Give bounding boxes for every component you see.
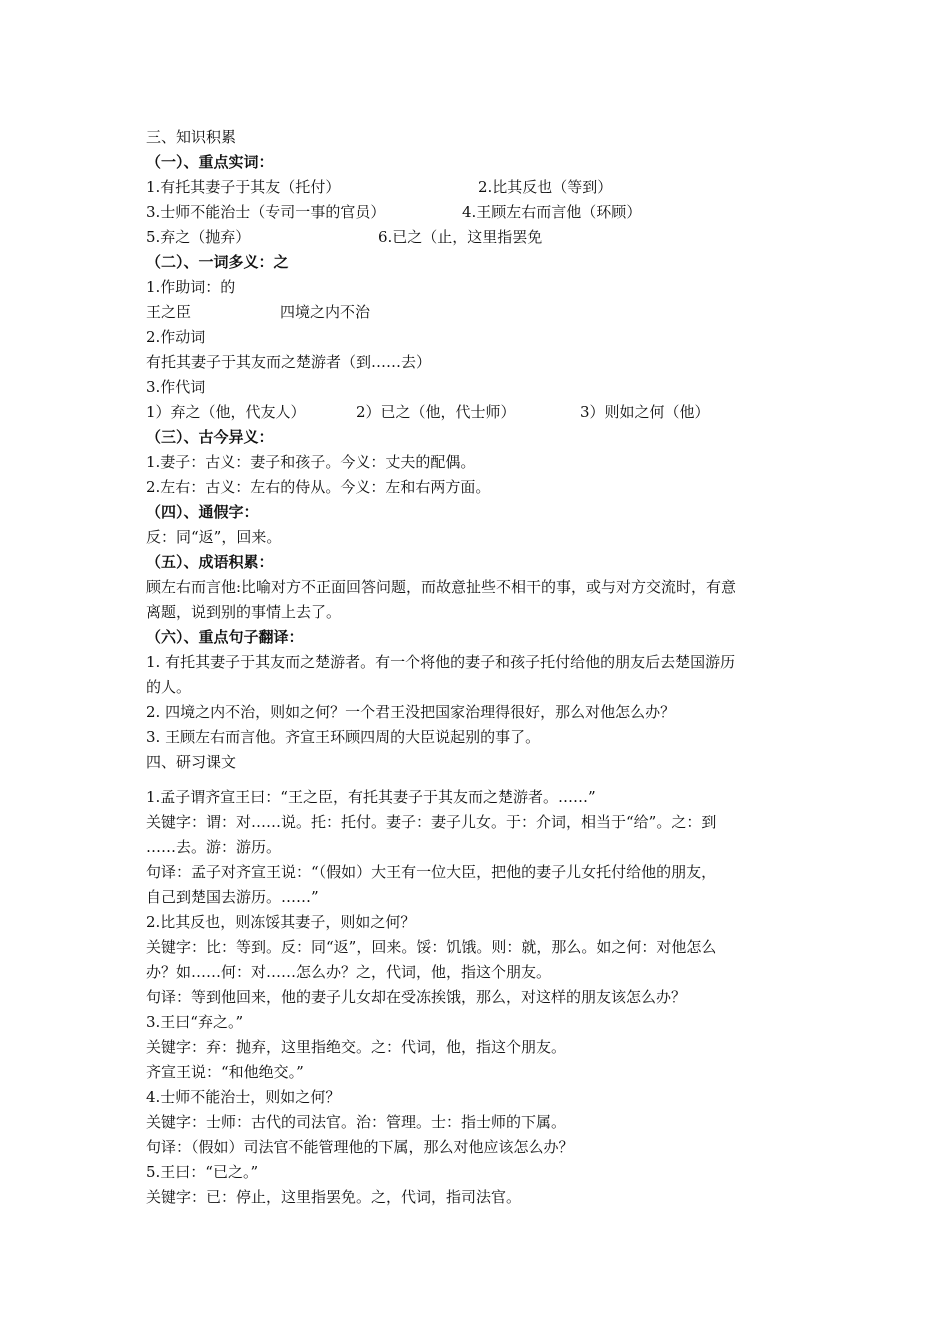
text-line: 4.王顾左右而言他（环顾） [462, 203, 642, 221]
text-line: 办？如……何：对……怎么办？之，代词，他，指这个朋友。 [146, 963, 552, 981]
subheading-idioms: （五）、成语积累： [146, 553, 274, 571]
text-line: 1.孟子谓齐宣王曰：“王之臣，有托其妻子于其友而之楚游者。……” [146, 788, 596, 806]
text-line: 自己到楚国去游历。……” [146, 888, 319, 906]
subheading-key-words: （一）、重点实词： [146, 153, 274, 171]
section-4-heading: 四、研习课文 [146, 753, 237, 771]
subheading-polysemy: （二）、一词多义：之 [146, 253, 289, 271]
text-line: 有托其妻子于其友而之楚游者（到……去） [146, 353, 432, 371]
text-line: 2.作动词 [146, 328, 206, 346]
text-line: 关键字：弃：抛弃，这里指绝交。之：代词，他，指这个朋友。 [146, 1038, 567, 1056]
text-line: 5.弃之（抛弃） [146, 228, 251, 246]
text-line: 离题，说到别的事情上去了。 [146, 603, 342, 621]
text-line: 1.作助词：的 [146, 278, 236, 296]
text-line: 1）弃之（他，代友人） [146, 403, 306, 421]
text-line: 顾左右而言他:比喻对方不正面回答问题，而故意扯些不相干的事，或与对方交流时，有意 [146, 578, 737, 596]
text-line: 2.比其反也，则冻馁其妻子，则如之何？ [146, 913, 416, 931]
text-line: 反：同“返”，回来。 [146, 528, 282, 546]
text-line: 关键字：已：停止，这里指罢免。之，代词，指司法官。 [146, 1188, 522, 1206]
text-line: 齐宣王说：“和他绝交。” [146, 1063, 304, 1081]
text-line: 的人。 [146, 678, 192, 696]
subheading-ancient-modern: （三）、古今异义： [146, 428, 274, 446]
text-line: ……去。游：游历。 [146, 838, 282, 856]
text-line: 3.作代词 [146, 378, 206, 396]
text-line: 5.王曰：“已之。” [146, 1163, 259, 1181]
text-line: 1.妻子：古义：妻子和孩子。今义：丈夫的配偶。 [146, 453, 476, 471]
subheading-sentence-translation: （六）、重点句子翻译： [146, 628, 304, 646]
text-line: 四境之内不治 [280, 303, 371, 321]
text-line: 2.比其反也（等到） [478, 178, 613, 196]
text-line: 句译：（假如）司法官不能管理他的下属，那么对他应该怎么办？ [146, 1138, 574, 1156]
text-line: 2. 四境之内不治，则如之何？一个君王没把国家治理得很好，那么对他怎么办？ [146, 703, 676, 721]
text-line: 1. 有托其妻子于其友而之楚游者。有一个将他的妻子和孩子托付给他的朋友后去楚国游历 [146, 653, 736, 671]
text-line: 3）则如之何（他） [580, 403, 710, 421]
section-3-heading: 三、知识积累 [146, 128, 237, 146]
text-line: 关键字：比：等到。反：同“返”，回来。馁：饥饿。则：就，那么。如之何：对他怎么 [146, 938, 717, 956]
text-line: 2）已之（他，代士师） [356, 403, 516, 421]
text-line: 4.士师不能治士，则如之何？ [146, 1088, 341, 1106]
text-line: 句译：等到他回来，他的妻子儿女却在受冻挨饿，那么，对这样的朋友该怎么办？ [146, 988, 687, 1006]
text-line: 关键字：谓：对……说。托：托付。妻子：妻子儿女。于：介词，相当于“给”。之：到 [146, 813, 717, 831]
text-line: 1.有托其妻子于其友（托付） [146, 178, 341, 196]
text-line: 王之臣 [146, 303, 192, 321]
text-line: 2.左右：古义：左右的侍从。今义：左和右两方面。 [146, 478, 491, 496]
text-line: 3.士师不能治士（专司一事的官员） [146, 203, 386, 221]
text-line: 句译：孟子对齐宣王说：“（假如）大王有一位大臣，把他的妻子儿女托付给他的朋友， [146, 863, 717, 881]
text-line: 6.已之（止，这里指罢免 [378, 228, 543, 246]
text-line: 3.王曰“弃之。” [146, 1013, 244, 1031]
subheading-loan-characters: （四）、通假字： [146, 503, 259, 521]
text-line: 关键字：士师：古代的司法官。治：管理。士：指士师的下属。 [146, 1113, 567, 1131]
text-line: 3. 王顾左右而言他。齐宣王环顾四周的大臣说起别的事了。 [146, 728, 541, 746]
